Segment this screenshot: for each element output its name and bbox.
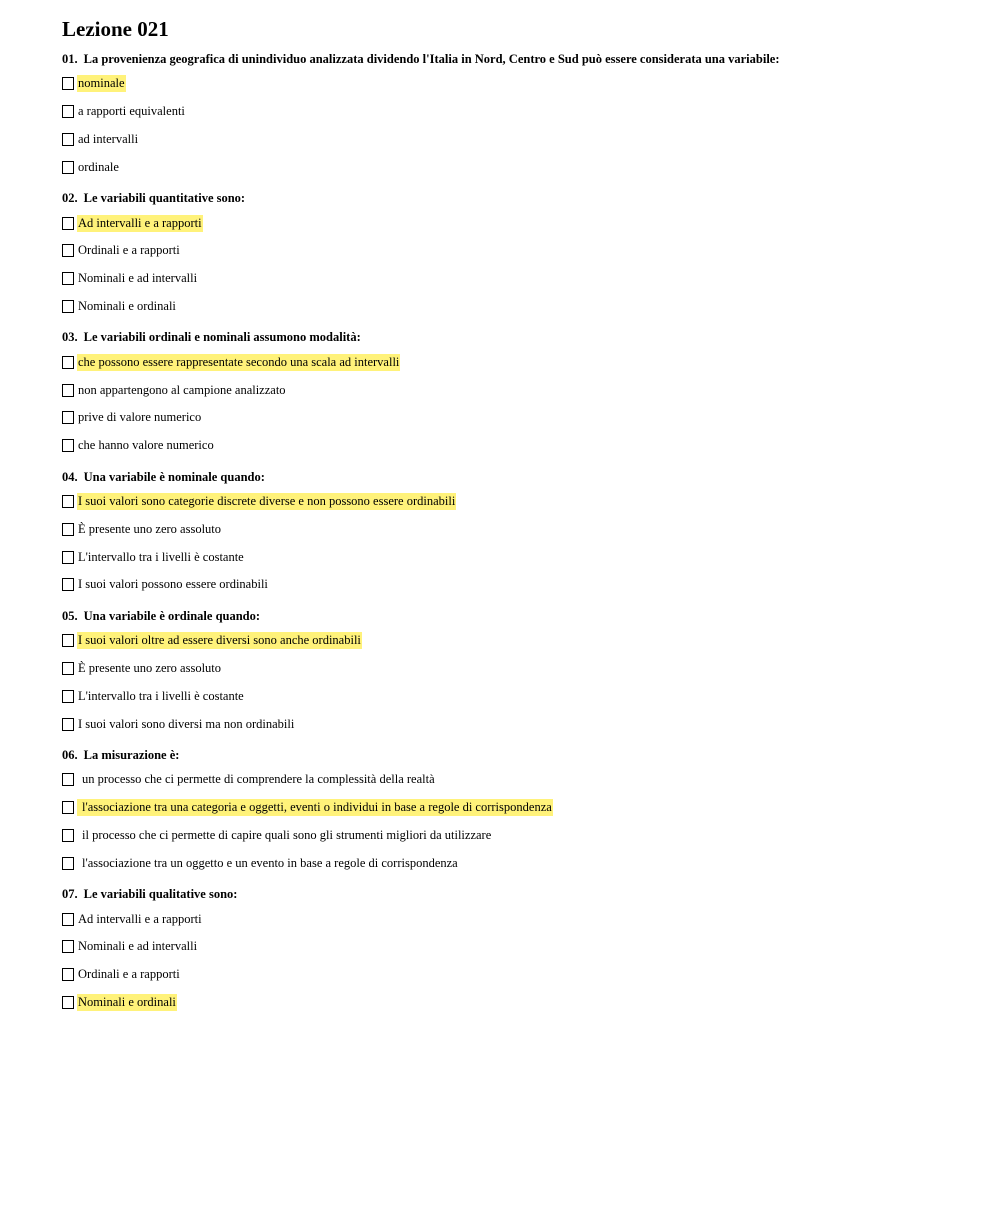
checkbox[interactable]	[62, 384, 74, 397]
checkbox[interactable]	[62, 662, 74, 675]
answer-option[interactable]	[62, 989, 982, 1017]
answer-text: a rapporti equivalenti	[78, 104, 185, 119]
answer-text: Ordinali e a rapporti	[78, 967, 180, 982]
question-text: Le variabili quantitative sono:	[83, 191, 246, 206]
answer-option[interactable]	[62, 515, 982, 543]
checkbox[interactable]	[62, 523, 74, 536]
question-list	[62, 51, 982, 1016]
answer-option[interactable]	[62, 794, 982, 822]
answer-list	[62, 70, 982, 181]
answer-list	[62, 766, 982, 877]
answer-option[interactable]	[62, 822, 982, 850]
answer-text-highlighted: Nominali e ordinali	[78, 994, 176, 1009]
question-5	[62, 608, 982, 738]
answer-list	[62, 209, 982, 320]
question-heading	[62, 886, 982, 902]
answer-text: ordinale	[78, 159, 119, 174]
checkbox[interactable]	[62, 77, 74, 90]
question-heading	[62, 608, 982, 624]
question-4	[62, 469, 982, 599]
question-number: 07.	[62, 887, 78, 902]
answer-text: I suoi valori sono diversi ma non ordinabili	[78, 716, 295, 731]
answer-option[interactable]	[62, 153, 982, 181]
answer-text: È presente uno zero assoluto	[78, 660, 222, 675]
answer-text-highlighted: I suoi valori sono categorie discrete diverse e non possono essere ordinabili	[78, 493, 456, 508]
answer-text: Nominali e ordinali	[78, 298, 176, 313]
checkbox[interactable]	[62, 244, 74, 257]
question-number: 03.	[62, 330, 78, 345]
answer-option[interactable]	[62, 209, 982, 237]
answer-text: un processo che ci permette di comprendere la complessità della realtà	[82, 772, 435, 787]
answer-text: Ordinali e a rapporti	[78, 243, 180, 258]
question-6	[62, 747, 982, 877]
checkbox[interactable]	[62, 411, 74, 424]
document-page	[62, 16, 982, 1016]
answer-option[interactable]	[62, 682, 982, 710]
question-heading	[62, 329, 982, 345]
answer-text: che hanno valore numerico	[78, 438, 214, 453]
answer-text: I suoi valori possono essere ordinabili	[78, 577, 268, 592]
checkbox[interactable]	[62, 996, 74, 1009]
answer-option[interactable]	[62, 293, 982, 321]
question-2	[62, 190, 982, 320]
answer-list	[62, 348, 982, 459]
question-heading	[62, 190, 982, 206]
question-3	[62, 329, 982, 459]
answer-option[interactable]	[62, 543, 982, 571]
answer-option[interactable]	[62, 710, 982, 738]
answer-option[interactable]	[62, 348, 982, 376]
checkbox[interactable]	[62, 217, 74, 230]
checkbox[interactable]	[62, 495, 74, 508]
checkbox[interactable]	[62, 940, 74, 953]
question-7	[62, 886, 982, 1016]
answer-option[interactable]	[62, 376, 982, 404]
answer-text-highlighted: l'associazione tra una categoria e oggetti, eventi o individui in base a regole di corrispondenza	[77, 799, 553, 816]
answer-text: il processo che ci permette di capire quali sono gli strumenti migliori da utilizzare	[82, 827, 492, 842]
answer-text: Nominali e ad intervalli	[78, 271, 198, 286]
answer-text-highlighted: Ad intervalli e a rapporti	[78, 215, 202, 230]
answer-text: Ad intervalli e a rapporti	[78, 911, 202, 926]
answer-option[interactable]	[62, 98, 982, 126]
question-text: La misurazione è:	[83, 747, 180, 762]
question-number: 05.	[62, 608, 78, 623]
answer-option[interactable]	[62, 627, 982, 655]
answer-option[interactable]	[62, 933, 982, 961]
question-text: Le variabili ordinali e nominali assumono modalità:	[83, 330, 361, 345]
answer-option[interactable]	[62, 655, 982, 683]
question-text: Le variabili qualitative sono:	[83, 887, 238, 902]
question-heading	[62, 469, 982, 485]
checkbox[interactable]	[62, 913, 74, 926]
checkbox[interactable]	[62, 773, 74, 786]
answer-option[interactable]	[62, 70, 982, 98]
checkbox[interactable]	[62, 300, 74, 313]
answer-list	[62, 627, 982, 738]
checkbox[interactable]	[62, 272, 74, 285]
answer-option[interactable]	[62, 404, 982, 432]
answer-option[interactable]	[62, 265, 982, 293]
question-text: Una variabile è ordinale quando:	[83, 608, 261, 623]
checkbox[interactable]	[62, 105, 74, 118]
checkbox[interactable]	[62, 718, 74, 731]
checkbox[interactable]	[62, 634, 74, 647]
page-title: Lezione 021	[62, 17, 169, 41]
answer-text: prive di valore numerico	[78, 410, 202, 425]
checkbox[interactable]	[62, 801, 74, 814]
question-heading	[62, 747, 982, 763]
answer-text-highlighted: nominale	[78, 76, 125, 91]
question-text: La provenienza geografica di unindividuo analizzata dividendo l'Italia in Nord, Centro e Sud può essere considerata una variabile:	[83, 52, 780, 66]
answer-option[interactable]	[62, 571, 982, 599]
answer-text-highlighted: I suoi valori oltre ad essere diversi sono anche ordinabili	[78, 633, 361, 648]
checkbox[interactable]	[62, 161, 74, 174]
answer-text: l'associazione tra un oggetto e un evento in base a regole di corrispondenza	[82, 855, 458, 870]
answer-text: L'intervallo tra i livelli è costante	[78, 688, 244, 703]
answer-option[interactable]	[62, 126, 982, 154]
checkbox[interactable]	[62, 356, 74, 369]
question-number: 02.	[62, 191, 78, 206]
question-number: 01.	[62, 52, 78, 66]
checkbox[interactable]	[62, 133, 74, 146]
answer-text-highlighted: che possono essere rappresentate secondo una scala ad intervalli	[78, 354, 400, 369]
checkbox[interactable]	[62, 551, 74, 564]
answer-text: È presente uno zero assoluto	[78, 521, 222, 536]
answer-list	[62, 488, 982, 599]
answer-list	[62, 905, 982, 1016]
answer-option[interactable]	[62, 849, 982, 877]
question-text: Una variabile è nominale quando:	[83, 469, 265, 484]
answer-text: L'intervallo tra i livelli è costante	[78, 549, 244, 564]
checkbox[interactable]	[62, 829, 74, 842]
checkbox[interactable]	[62, 690, 74, 703]
checkbox[interactable]	[62, 439, 74, 452]
answer-option[interactable]	[62, 905, 982, 933]
question-heading	[62, 51, 982, 67]
answer-option[interactable]	[62, 961, 982, 989]
checkbox[interactable]	[62, 857, 74, 870]
answer-text: ad intervalli	[78, 131, 139, 146]
answer-option[interactable]	[62, 766, 982, 794]
question-number: 06.	[62, 747, 78, 762]
answer-text: Nominali e ad intervalli	[78, 939, 198, 954]
question-number: 04.	[62, 469, 78, 484]
checkbox[interactable]	[62, 968, 74, 981]
answer-option[interactable]	[62, 237, 982, 265]
question-1	[62, 51, 982, 181]
answer-option[interactable]	[62, 488, 982, 516]
checkbox[interactable]	[62, 578, 74, 591]
answer-text: non appartengono al campione analizzato	[78, 382, 286, 397]
answer-option[interactable]	[62, 432, 982, 460]
